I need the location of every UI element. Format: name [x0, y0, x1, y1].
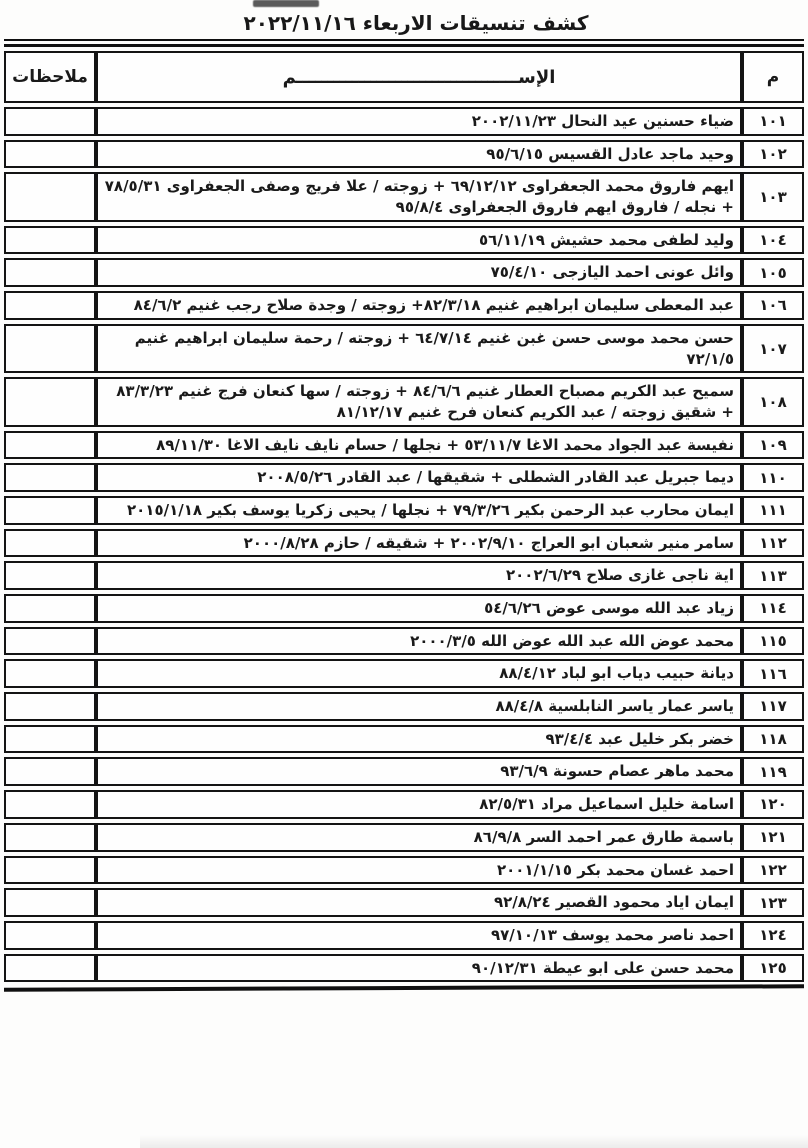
- row-number-cell: ١٢٤: [742, 921, 804, 950]
- row-number-cell: ١٢٢: [742, 856, 804, 885]
- table-row: [4, 594, 804, 623]
- coordination-names-table: [4, 47, 804, 986]
- row-name-cell: باسمة طارق عمر احمد السر ٨٦/٩/٨: [96, 823, 742, 852]
- row-number-cell: ١١٣: [742, 561, 804, 590]
- row-number-cell: ١٢٣: [742, 888, 804, 917]
- row-notes-cell: [4, 888, 96, 917]
- row-name-cell: ياسر عمار ياسر النابلسية ٨٨/٤/٨: [96, 692, 742, 721]
- row-notes-cell: [4, 561, 96, 590]
- row-name-cell: سميح عبد الكريم مصباح العطار غنيم ٨٤/٦/٦ + زوجته / سها كنعان فرج غنيم ٨٣/٣/٢٣ + شقيق زوجته / عبد الكريم كنعان فرح غنيم ٨١/١٢/١٧: [96, 377, 742, 426]
- table-row: [4, 431, 804, 460]
- row-name-cell: سامر منير شعبان ابو العراج ٢٠٠٢/٩/١٠ + شقيقه / حازم ٢٠٠٠/٨/٢٨: [96, 529, 742, 558]
- row-notes-cell: [4, 140, 96, 169]
- row-number-cell: ١١٢: [742, 529, 804, 558]
- row-notes-cell: [4, 594, 96, 623]
- row-notes-cell: [4, 172, 96, 221]
- row-notes-cell: [4, 757, 96, 786]
- row-number-cell: ١١٦: [742, 659, 804, 688]
- row-notes-cell: [4, 431, 96, 460]
- table-row: [4, 856, 804, 885]
- row-name-cell: ديما جبريل عبد القادر الشطلى + شقيقها / عبد القادر ٢٠٠٨/٥/٢٦: [96, 463, 742, 492]
- row-notes-cell: [4, 377, 96, 426]
- table-row: [4, 954, 804, 983]
- row-notes-cell: [4, 107, 96, 136]
- row-notes-cell: [4, 258, 96, 287]
- row-name-cell: ايهم فاروق محمد الجعفراوى ٦٩/١٢/١٢ + زوجته / علا فريج وصفى الجعفراوى ٧٨/٥/٣١ + نجله / فاروق ايهم فاروق الجعفراوى ٩٥/٨/٤: [96, 172, 742, 221]
- row-name-cell: ايمان اياد محمود القصير ٩٢/٨/٢٤: [96, 888, 742, 917]
- row-notes-cell: [4, 463, 96, 492]
- row-name-cell: وحيد ماجد عادل القسيس ٩٥/٦/١٥: [96, 140, 742, 169]
- row-notes-cell: [4, 823, 96, 852]
- row-number-cell: ١٢٥: [742, 954, 804, 983]
- row-notes-cell: [4, 627, 96, 656]
- row-name-cell: محمد حسن على ابو عيطة ٩٠/١٢/٣١: [96, 954, 742, 983]
- row-name-cell: زياد عبد الله موسى عوض ٥٤/٦/٢٦: [96, 594, 742, 623]
- row-notes-cell: [4, 496, 96, 525]
- row-notes-cell: [4, 324, 96, 373]
- row-number-cell: ١٠٨: [742, 377, 804, 426]
- table-row: [4, 725, 804, 754]
- row-name-cell: محمد ماهر عصام حسونة ٩٣/٦/٩: [96, 757, 742, 786]
- table-row: [4, 627, 804, 656]
- table-row: [4, 291, 804, 320]
- row-name-cell: وليد لطفى محمد حشيش ٥٦/١١/١٩: [96, 226, 742, 255]
- table-row: [4, 757, 804, 786]
- page-title: كشف تنسيقات الاربعاء ٢٠٢٢/١١/١٦: [243, 11, 589, 35]
- row-name-cell: وائل عونى احمد اليازجى ٧٥/٤/١٠: [96, 258, 742, 287]
- row-notes-cell: [4, 954, 96, 983]
- table-row: [4, 790, 804, 819]
- row-name-cell: خضر بكر خليل عبد ٩٣/٤/٤: [96, 725, 742, 754]
- header-number-column: م: [742, 51, 804, 103]
- row-number-cell: ١١٧: [742, 692, 804, 721]
- table-row: [4, 324, 804, 373]
- row-name-cell: ايمان محارب عبد الرحمن بكير ٧٩/٣/٢٦ + نجلها / يحيى زكريا يوسف بكير ٢٠١٥/١/١٨: [96, 496, 742, 525]
- table-row: [4, 377, 804, 426]
- row-number-cell: ١٠٥: [742, 258, 804, 287]
- table-row: [4, 140, 804, 169]
- row-number-cell: ١٢١: [742, 823, 804, 852]
- row-name-cell: نفيسة عبد الجواد محمد الاغا ٥٣/١١/٧ + نجلها / حسام نايف نايف الاغا ٨٩/١١/٣٠: [96, 431, 742, 460]
- row-number-cell: ١١٤: [742, 594, 804, 623]
- row-notes-cell: [4, 790, 96, 819]
- row-notes-cell: [4, 291, 96, 320]
- row-number-cell: ١٠٤: [742, 226, 804, 255]
- row-number-cell: ١٠٩: [742, 431, 804, 460]
- table-row: [4, 921, 804, 950]
- row-number-cell: ١٠٣: [742, 172, 804, 221]
- row-name-cell: احمد غسان محمد بكر ٢٠٠١/١/١٥: [96, 856, 742, 885]
- table-header-row: [4, 51, 804, 103]
- row-name-cell: عبد المعطى سليمان ابراهيم غنيم ٨٢/٣/١٨+ زوجته / وجدة صلاح رجب غنيم ٨٤/٦/٢: [96, 291, 742, 320]
- row-number-cell: ١١٥: [742, 627, 804, 656]
- row-number-cell: ١٠١: [742, 107, 804, 136]
- row-notes-cell: [4, 725, 96, 754]
- row-number-cell: ١٢٠: [742, 790, 804, 819]
- row-number-cell: ١١٨: [742, 725, 804, 754]
- row-number-cell: ١١٩: [742, 757, 804, 786]
- row-notes-cell: [4, 659, 96, 688]
- header-notes-column: ملاحظات: [4, 51, 96, 103]
- table-row: [4, 561, 804, 590]
- row-number-cell: ١٠٦: [742, 291, 804, 320]
- table-row: [4, 172, 804, 221]
- row-notes-cell: [4, 529, 96, 558]
- row-name-cell: احمد ناصر محمد يوسف ٩٧/١٠/١٣: [96, 921, 742, 950]
- table-top-double-rule: [4, 39, 804, 47]
- table-row: [4, 226, 804, 255]
- row-name-cell: محمد عوض الله عبد الله عوض الله ٢٠٠٠/٣/٥: [96, 627, 742, 656]
- table-row: [4, 529, 804, 558]
- table-row: [4, 888, 804, 917]
- table-row: [4, 659, 804, 688]
- row-number-cell: ١٠٧: [742, 324, 804, 373]
- row-notes-cell: [4, 856, 96, 885]
- table-row: [4, 463, 804, 492]
- header-name-column: الإســــــــــــــــــــــــــــــــــــم: [96, 51, 742, 103]
- row-name-cell: اية ناجى غازى صلاح ٢٠٠٢/٦/٢٩: [96, 561, 742, 590]
- row-number-cell: ١١١: [742, 496, 804, 525]
- table-body: [4, 107, 804, 982]
- row-notes-cell: [4, 921, 96, 950]
- scan-artifact-bottom-shadow: [140, 1135, 808, 1148]
- row-notes-cell: [4, 692, 96, 721]
- row-name-cell: ضياء حسنين عيد النحال ٢٠٠٢/١١/٢٣: [96, 107, 742, 136]
- table-row: [4, 258, 804, 287]
- row-name-cell: ديانة حبيب دياب ابو لباد ٨٨/٤/١٢: [96, 659, 742, 688]
- table-row: [4, 496, 804, 525]
- row-notes-cell: [4, 226, 96, 255]
- table-row: [4, 823, 804, 852]
- row-number-cell: ١١٠: [742, 463, 804, 492]
- row-name-cell: اسامة خليل اسماعيل مراد ٨٢/٥/٣١: [96, 790, 742, 819]
- row-number-cell: ١٠٢: [742, 140, 804, 169]
- row-name-cell: حسن محمد موسى حسن غبن غنيم ٦٤/٧/١٤ + زوجته / رحمة سليمان ابراهيم غنيم ٧٢/١/٥: [96, 324, 742, 373]
- table-row: [4, 692, 804, 721]
- table-row: [4, 107, 804, 136]
